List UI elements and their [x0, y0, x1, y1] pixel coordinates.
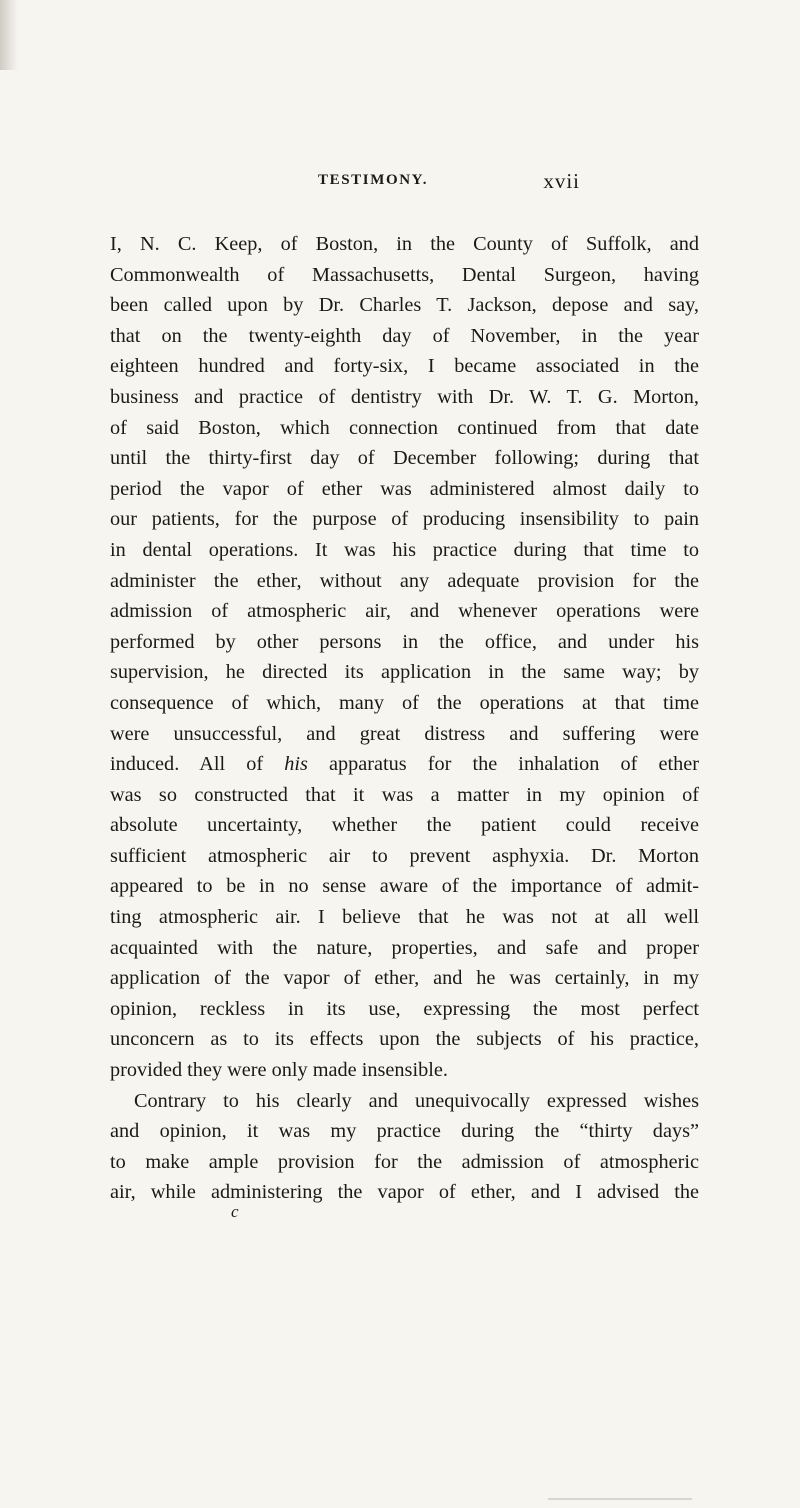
emphasized-word: his: [284, 753, 308, 776]
text-line: period the vapor of ether was administered almost daily to: [110, 477, 699, 500]
text-line: eighteen hundred and forty-six, I became associated in the: [110, 355, 699, 378]
text-line: I, N. C. Keep, of Boston, in the County of Suffolk, and: [110, 233, 699, 255]
page-number: xvii: [543, 169, 580, 193]
text-line: air, while administering the vapor of ether, and I advised the: [110, 1181, 699, 1204]
signature-mark: c: [231, 1202, 239, 1221]
text-line: performed by other persons in the office, and under his: [110, 630, 699, 653]
running-head: TESTIMONY.: [318, 172, 429, 188]
page-header: [318, 169, 580, 194]
text-line: absolute uncertainty, whether the patient could receive: [110, 814, 699, 837]
text-line: sufficient atmospheric air to prevent asphyxia. Dr. Morton: [110, 844, 699, 867]
text-line: our patients, for the purpose of producing insensibility to pain: [110, 508, 699, 531]
text-line: were unsuccessful, and great distress and suffering were: [110, 722, 699, 745]
text-line: provided they were only made insensible.: [110, 1059, 448, 1082]
text-line: administer the ether, without any adequate provision for the: [110, 569, 699, 592]
scan-artifact-rule: [548, 1498, 692, 1500]
text-line: admission of atmospheric air, and whenever operations were: [110, 600, 699, 623]
text-line: supervision, he directed its application in the same way; by: [110, 661, 699, 684]
text-line: in dental operations. It was his practice during that time to: [110, 538, 699, 561]
text-line: to make ample provision for the admission of atmospheric: [110, 1150, 699, 1173]
text-line: application of the vapor of ether, and he was certainly, in my: [110, 967, 699, 990]
text-line: and opinion, it was my practice during the “thirty days”: [110, 1120, 699, 1143]
text-line: Commonwealth of Massachusetts, Dental Surgeon, having: [110, 263, 699, 286]
text-line: consequence of which, many of the operations at that time: [110, 691, 699, 714]
text-line: that on the twenty-eighth day of November, in the year: [110, 324, 699, 347]
text-line: unconcern as to its effects upon the subjects of his practice,: [110, 1028, 699, 1051]
text-line: of said Boston, which connection continued from that date: [110, 416, 699, 439]
text-line: been called upon by Dr. Charles T. Jackson, depose and say,: [110, 294, 699, 317]
text-line: appeared to be in no sense aware of the importance of admit-: [110, 875, 699, 898]
text-line: opinion, reckless in its use, expressing the most perfect: [110, 997, 699, 1020]
text-line: acquainted with the nature, properties, and safe and proper: [110, 936, 699, 959]
text-line: was so constructed that it was a matter in my opinion of: [110, 783, 699, 806]
text-line: until the thirty-first day of December following; during that: [110, 447, 699, 470]
testimony-text: [110, 229, 699, 1208]
text-line: Contrary to his clearly and unequivocally expressed wishes: [134, 1089, 699, 1112]
text-line: business and practice of dentistry with Dr. W. T. G. Morton,: [110, 385, 699, 408]
page-edge-shadow: [0, 0, 18, 70]
text-line: induced. All of his apparatus for the inhalation of ether: [110, 753, 699, 776]
text-line: ting atmospheric air. I believe that he was not at all well: [110, 906, 699, 929]
